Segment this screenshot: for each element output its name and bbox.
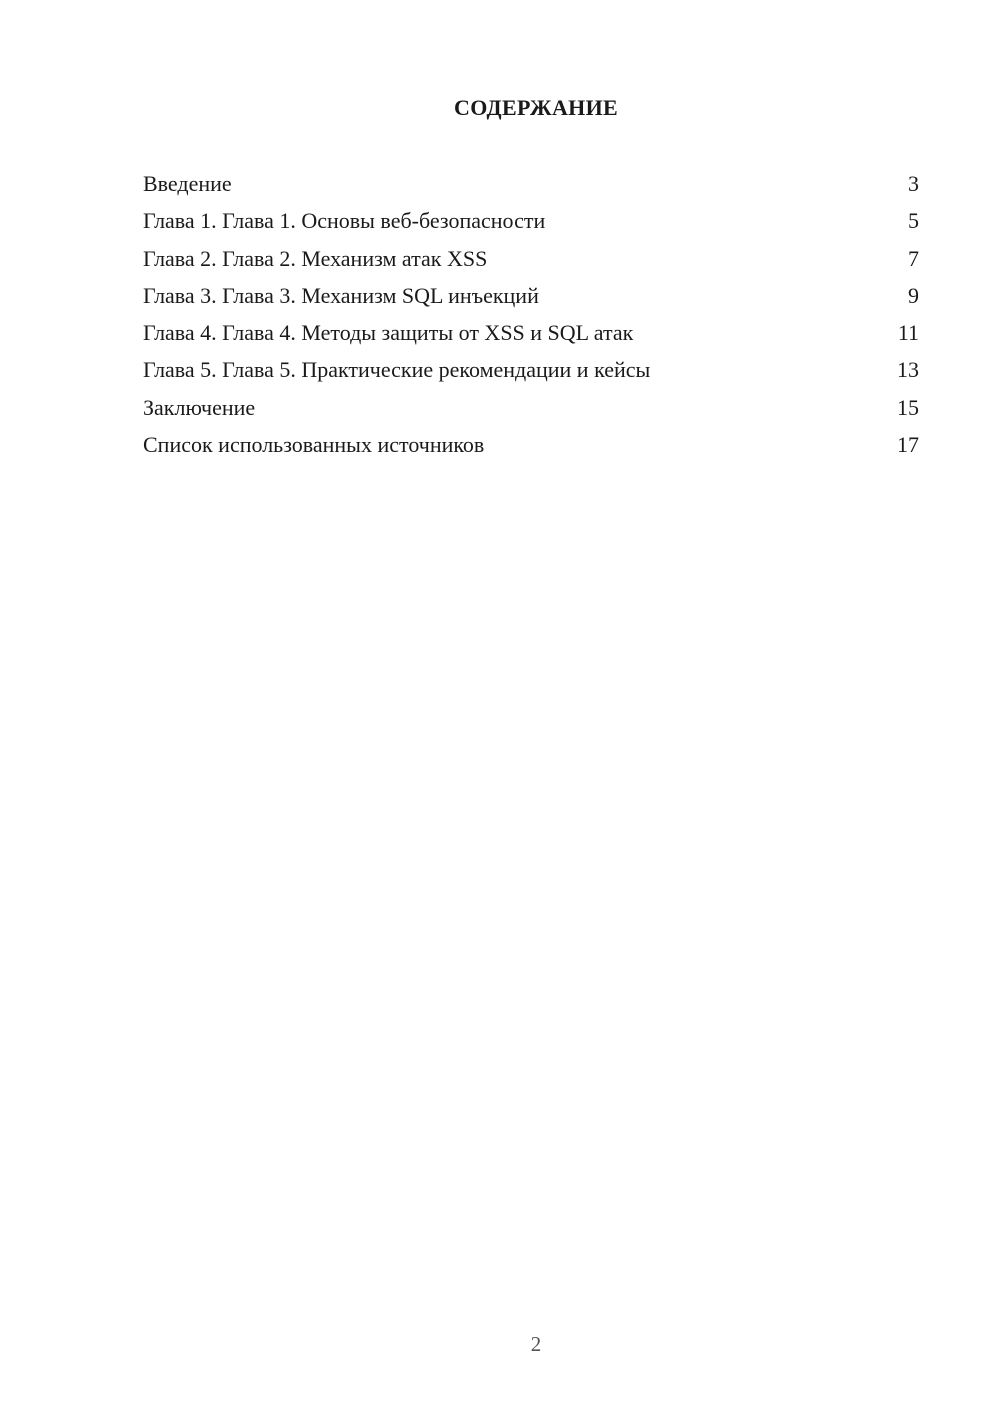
toc-entry-page: 3 xyxy=(908,171,919,196)
toc-entry-chapter-2 xyxy=(143,244,919,281)
toc-entry-page: 15 xyxy=(897,394,919,420)
toc-entry-chapter-3 xyxy=(143,281,919,318)
page-title: СОДЕРЖАНИЕ xyxy=(454,95,618,120)
toc-entry-label: Глава 4. Глава 4. Методы защиты от XSS и SQL атак xyxy=(143,320,634,346)
toc-entry-page: 5 xyxy=(908,208,919,234)
toc-entry-page: 13 xyxy=(897,357,919,383)
toc-entry-page: 17 xyxy=(897,432,919,458)
table-of-contents xyxy=(143,169,919,467)
toc-entry-label: Глава 5. Глава 5. Практические рекомендации и кейсы xyxy=(143,357,651,383)
toc-entry-chapter-5 xyxy=(143,355,919,392)
toc-entry-label: Список использованных источников xyxy=(143,432,485,458)
toc-entry-page: 7 xyxy=(908,245,919,271)
toc-entry-label: Глава 1. Глава 1. Основы веб-безопасности xyxy=(143,208,546,234)
toc-entry-label: Заключение xyxy=(143,394,256,420)
toc-entry-introduction xyxy=(143,169,919,206)
toc-entry-page: 9 xyxy=(908,282,919,308)
toc-entry-page: 11 xyxy=(897,320,919,346)
toc-entry-chapter-1 xyxy=(143,206,919,243)
toc-entry-label: Глава 3. Глава 3. Механизм SQL инъекций xyxy=(143,282,539,308)
toc-entry-references xyxy=(143,430,919,467)
page-number: 2 xyxy=(530,1332,542,1356)
toc-entry-label: Глава 2. Глава 2. Механизм атак XSS xyxy=(143,245,488,271)
toc-entry-label: Введение xyxy=(143,171,232,196)
toc-entry-conclusion xyxy=(143,393,919,430)
toc-entry-chapter-4 xyxy=(143,318,919,355)
